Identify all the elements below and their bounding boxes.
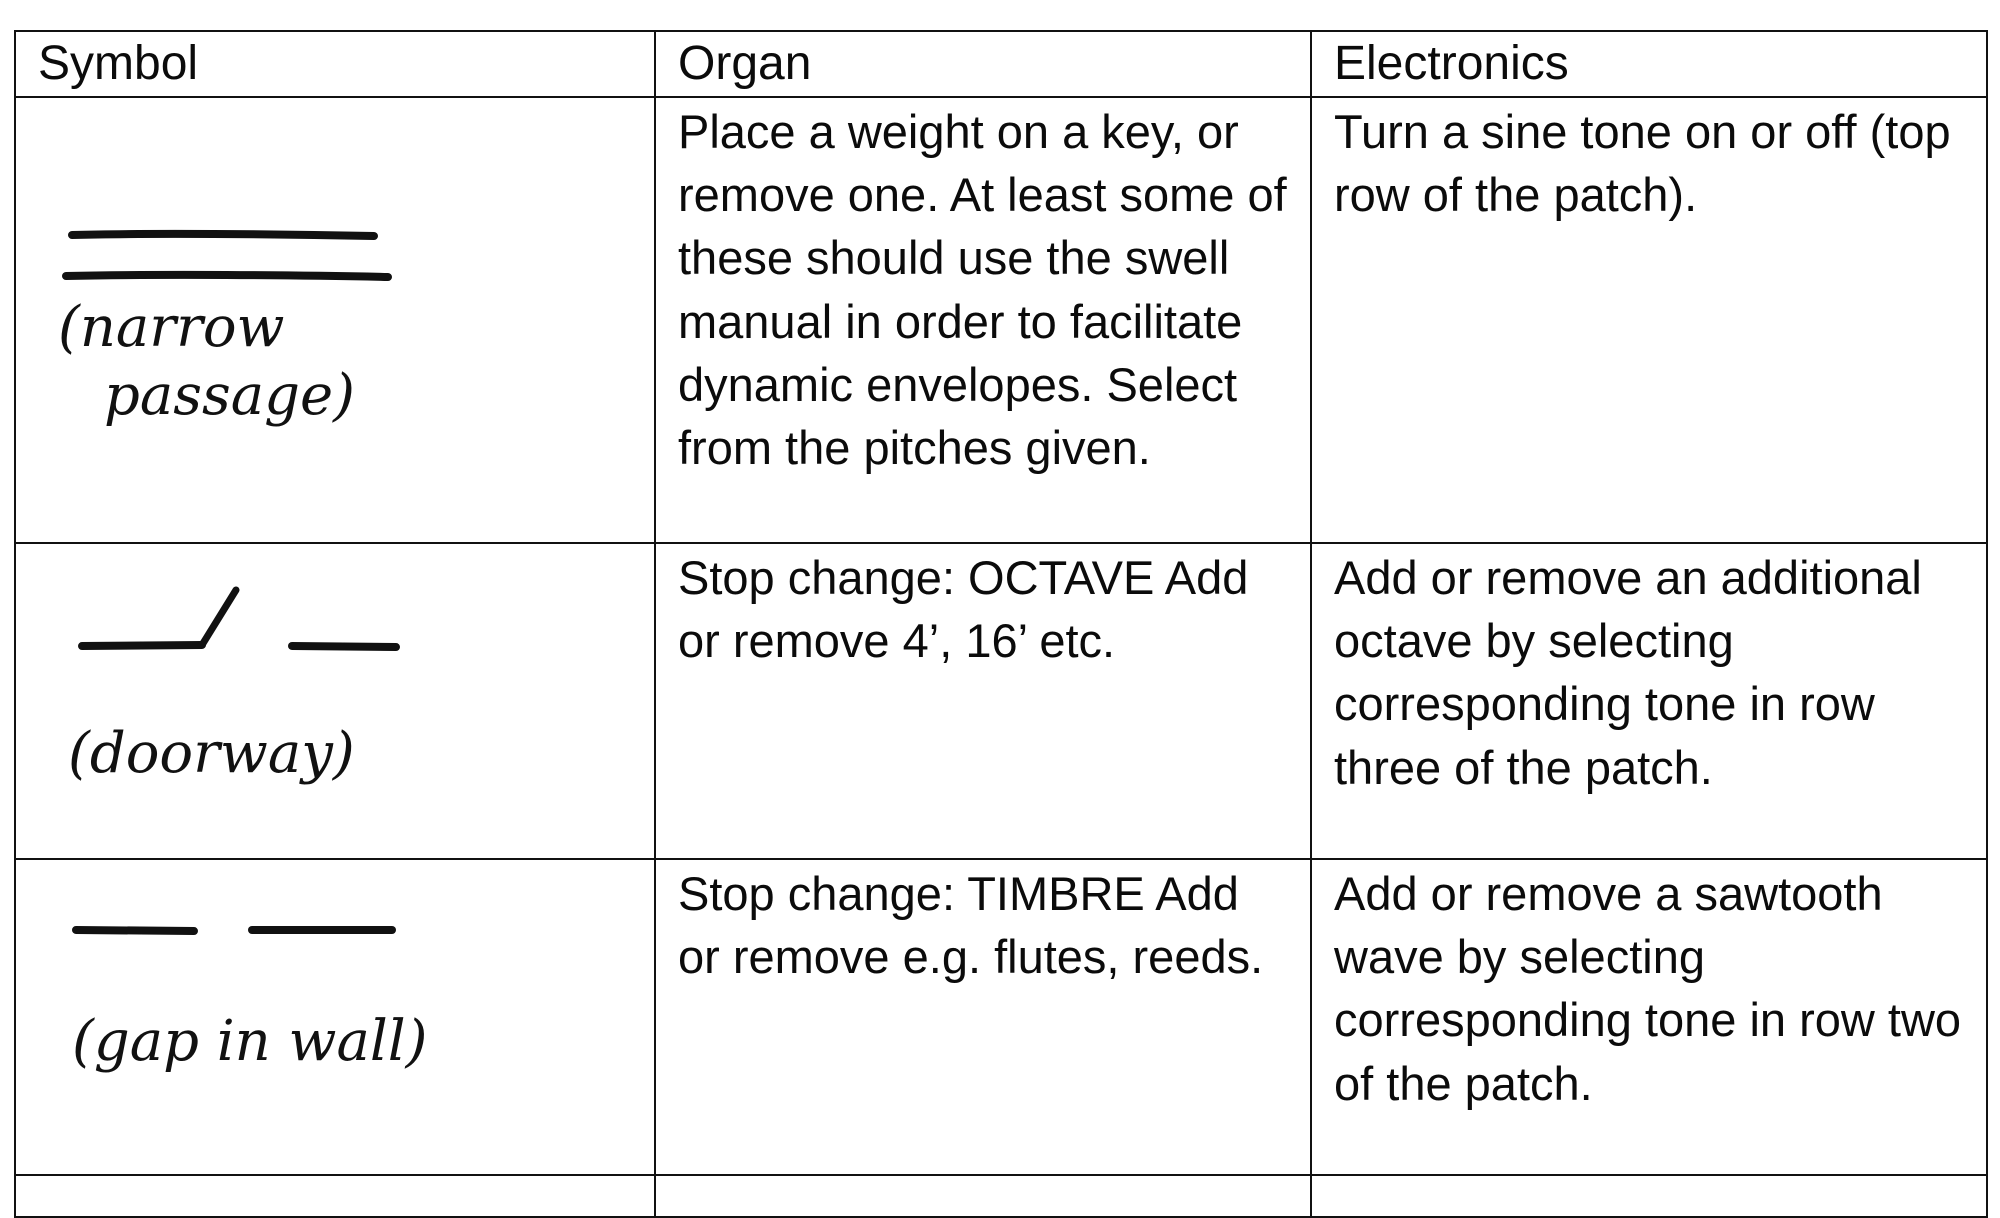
organ-text: Place a weight on a key, or remove one. At least some of these should use the swell manual in order to facilitate dynamic envelopes. Select from the pitches given. — [678, 105, 1287, 475]
empty-cell — [15, 1175, 655, 1217]
organ-cell — [655, 543, 1311, 859]
organ-text: Stop change: OCTAVE Add or remove 4’, 16’ etc. — [678, 551, 1249, 668]
symbol-label: (gap in wall) — [72, 1009, 428, 1074]
table-row — [15, 543, 1987, 859]
organ-text: Stop change: TIMBRE Add or remove e.g. flutes, reeds. — [678, 867, 1264, 984]
electronics-cell — [1311, 97, 1987, 543]
table-row — [15, 859, 1987, 1175]
header-symbol: Symbol — [15, 31, 655, 97]
header-electronics: Electronics — [1311, 31, 1987, 97]
symbol-table — [14, 30, 1988, 1218]
organ-cell — [655, 97, 1311, 543]
symbol-cell — [15, 97, 655, 543]
electronics-text: Turn a sine tone on or off (top row of the patch). — [1334, 105, 1951, 222]
empty-cell — [1311, 1175, 1987, 1217]
electronics-text: Add or remove an additional octave by selecting corresponding tone in row three of the patch. — [1334, 551, 1922, 794]
doorway-icon — [16, 544, 656, 858]
electronics-cell — [1311, 859, 1987, 1175]
symbol-label-line: (narrow — [58, 295, 285, 360]
table-header-row — [15, 31, 1987, 97]
symbol-label-line: passage) — [104, 363, 355, 428]
header-organ: Organ — [655, 31, 1311, 97]
table-row — [15, 1175, 1987, 1217]
empty-cell — [655, 1175, 1311, 1217]
electronics-cell — [1311, 543, 1987, 859]
organ-cell — [655, 859, 1311, 1175]
symbol-cell — [15, 859, 655, 1175]
narrow-passage-icon — [16, 98, 656, 542]
symbol-label: (doorway) — [68, 721, 355, 786]
gap-in-wall-icon — [16, 860, 656, 1174]
symbol-cell — [15, 543, 655, 859]
table-row — [15, 97, 1987, 543]
electronics-text: Add or remove a sawtooth wave by selecting corresponding tone in row two of the patch. — [1334, 867, 1962, 1110]
